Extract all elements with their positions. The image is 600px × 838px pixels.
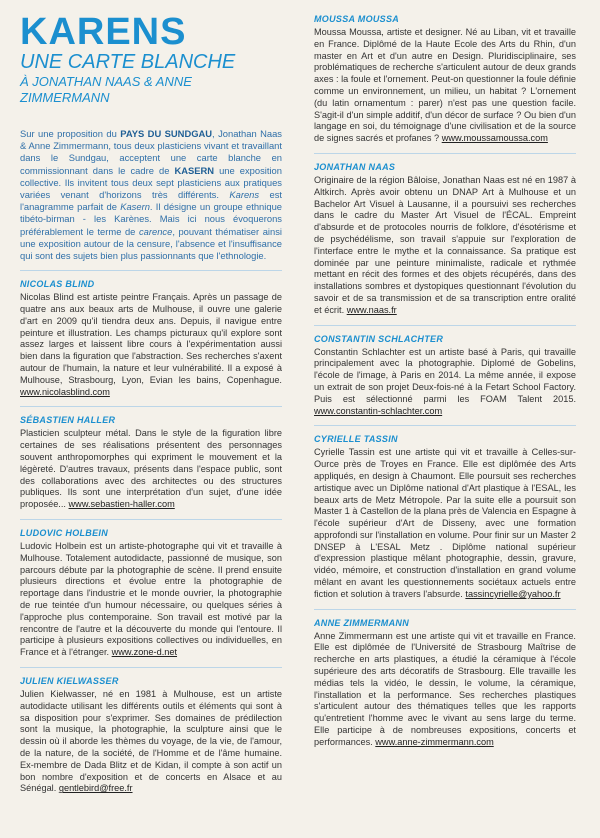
artist-bio: Cyrielle Tassin est une artiste qui vit et travaille à Celles-sur-Ource près de Troyes en France. Elle est diplômée des Arts appliqués, en design à Chaumont. Elle poursuit ses recherches artistique avec un Diplôme national d'Art plastique à l'ESAL, les beaux arts de Metz Métropole. Par la suite elle a poursuit son Master 1 à Castellon de la plana près de Valencia en Espagne à l'école supérieur d'Art de Disseny, avec une formation approfondi sur l'installation en volume. Pour finir sur un Master 2 DNSEP à L'ESAL Metz . Diplôme national supérieur d'expression plastique mêlant photographie, dessin, gravure, vidéo, mémoire, et construction d'installation en grand volume mêlant en avant les questionnements sociétaux actuels entre fiction et solution à travers l'absurde. tassincyrielle@yahoo.fr xyxy=(314,447,576,599)
artist-link[interactable]: tassincyrielle@yahoo.fr xyxy=(465,588,561,599)
artist-bio: Anne Zimmermann est une artiste qui vit et travaille en France. Elle est diplômée de l'Université de Strasbourg Maîtrise de recherche en arts plastiques, a étudié la céramique à l'école supérieure des arts décoratifs de Strasbourg. Elle travaille les médias tels la vidéo, le dessin, le volume, la céramique, l'installation et la performance. Ses recherches plastiques s'articulent autour des thématiques telles que les rapports qu'entretient l'homme avec le vivant au sens large du terme. Elle participe à de nombreuses expositions, concerts et performances. www.anne-zimmermann.com xyxy=(314,630,576,747)
artist-link[interactable]: gentlebird@free.fr xyxy=(58,783,133,794)
artist-link[interactable]: www.zone-d.net xyxy=(111,647,178,658)
artist-name: CONSTANTIN SCHLACHTER xyxy=(314,325,576,344)
artist-link[interactable]: www.moussamoussa.com xyxy=(441,133,548,144)
artist-name: MOUSSA MOUSSA xyxy=(314,14,400,24)
artist-link[interactable]: www.sebastien-haller.com xyxy=(68,499,175,510)
artist-link[interactable]: www.naas.fr xyxy=(346,304,397,315)
artist-entry-julien-kielwasser xyxy=(20,667,282,795)
page-subtitle: UNE CARTE BLANCHE xyxy=(20,51,236,73)
artist-entry-constantin-schlachter xyxy=(314,325,576,418)
page-title: KARENS xyxy=(20,11,187,53)
artist-bio: Constantin Schlachter est un artiste basé à Paris, qui travaille principalement avec la photographie. Diplomé de Gobelins, l'école de l'image, à Paris en 2014. La même année, il expose un extrait de son projet Deux-fois-né à la Fetart School Factory. Puis est sélectionné parmi les FOAM Talent 2015. www.constantin-schlachter.com xyxy=(314,346,576,416)
artist-name: LUDOVIC HOLBEIN xyxy=(20,519,282,538)
artist-entry-sebastien-haller xyxy=(20,406,282,511)
artist-bio: Originaire de la région Bâloise, Jonathan Naas est né en 1987 à Altkirch. Après avoir obtenu un DNAP Art à Mulhouse et un Bachelor Art Visuel à Lausanne, il a poursuivi ses recherches dans le cadre du Master Art Visuel de l'ÉCAL. Empreint d'absurde et de protocoles nourris de folklore, d'ésotérisme et de psychédélisme, son travail s'appuie sur l'exploration de l'interface entre le mythe et la connaissance. Sa pratique est dominée par une peinture minimaliste, radicale et rythmée mettant en récit des formes et des objets récupérés, dans des installations sombres et dystopiques questionnant l'évolution du savoir et de sa transmission et de sa transcription entre oralité et écrit. www.naas.fr xyxy=(314,174,576,315)
left-column xyxy=(20,0,282,795)
artist-name: JULIEN KIELWASSER xyxy=(20,667,282,686)
right-column xyxy=(314,0,576,749)
artist-bio: Moussa Moussa, artiste et designer. Né au Liban, vit et travaille en France. Diplômé de la Haute Ecole des Arts du Rhin, d'un master en Art et d'un autre en Design. Pluridisciplinaire, ses problématiques de recherche s'articulent autour de deux grands axes : la foule et l'ornement. Peut-on questionner la foule définie comme un environnement, un milieu, un habitat ? L'ornement (du latin ornamentum : parer) n'est pas une question facile. S'agit-il d'un simple additif, d'un décor de surface ? Ou bien d'un langage en soi, du témoignage d'une civilisation et de la source de signes sacrés et profanes ? www.moussamoussa.com xyxy=(314,27,576,144)
artist-bio: Nicolas Blind est artiste peintre Français. Après un passage de quatre ans aux beaux arts de Mulhouse, il ouvre une galerie d'art en 2009 qu'il tiendra deux ans. Depuis, il navigue entre peinture et illustration. Les champs picturaux qu'il explore sont assez larges et laissent libre cours à l'expérimentation aussi bien dans la figuration que l'abstraction. Ses recherches s'axent autour de l'humain, la nature et leur vulnérabilité. Il a exposé à Mulhouse, Strasbourg, Lyon, Evian les bains, Copenhague. www.nicolasblind.com xyxy=(20,292,282,397)
artist-entry-cyrielle-tassin xyxy=(314,425,576,600)
artist-name: ANNE ZIMMERMANN xyxy=(314,609,576,628)
artist-entry-moussa-moussa xyxy=(314,10,576,145)
artist-bio: Plasticien sculpteur métal. Dans le style de la figuration libre certaines de ses réalisations présentent des personnages souvent anthropomorphes qui expriment le mouvement et la légèreté. D'autres travaux, présents dans l'espace public, sont des collaborations avec des architectes ou des structures publiques. Ils sont une interprétation d'un sujet, d'une idée proposée... www.sebastien-haller.com xyxy=(20,428,282,510)
intro-paragraph: Sur une proposition du PAYS DU SUNDGAU, Jonathan Naas & Anne Zimmermann, tous deux plasticiens vivant et travaillant dans le Sundgau, acceptent une carte blanche en commissionnant dans le cadre de KASERN une exposition collective. Ils invitent tous deux sept plasticiens aux pratiques variées venant d'horizons très différents. Karens est l'anagramme parfait de Kasern. Il désigne un groupe ethnique tibéto-birman - les Karènes. Mais ici nous évoquerons préférablement le terme de carence, pouvant thématiser ainsi une exposition autour de la censure, l'absence et l'insuffisance qui sont des sujets bien plus passionnants que l'ethnologie. xyxy=(20,128,282,262)
artist-entry-anne-zimmermann xyxy=(314,609,576,749)
artist-link[interactable]: www.nicolasblind.com xyxy=(20,386,110,397)
artist-name: SÉBASTIEN HALLER xyxy=(20,406,282,425)
artist-name: CYRIELLE TASSIN xyxy=(314,425,576,444)
artist-link[interactable]: www.anne-zimmermann.com xyxy=(375,736,494,747)
artist-name: NICOLAS BLIND xyxy=(20,270,282,289)
artist-name: JONATHAN NAAS xyxy=(314,153,576,172)
artist-entry-ludovic-holbein xyxy=(20,519,282,659)
artist-link[interactable]: www.constantin-schlachter.com xyxy=(314,405,443,416)
page-authors: À JONATHAN NAAS & ANNE ZIMMERMANN xyxy=(20,74,192,105)
artist-bio: Ludovic Holbein est un artiste-photographe qui vit et travaille à Mulhouse. Totalement autodidacte, passionné de musique, son parcours débute par la photographie de scène. Il prend ensuite plusieurs directions et évolue entre la photographie de reportage dans l'industrie et le monde ouvrier, la photographie de rue teintée d'un humour nécessaire, ou quelques séries à l'approche plus contemporaine. Son travail est motivé par la rencontre de l'autre et la découverte du monde qui l'entoure. Il participe à plusieurs expositions collectives ou individuelles, en France et à l'étranger. www.zone-d.net xyxy=(20,540,282,658)
artist-bio: Julien Kielwasser, né en 1981 à Mulhouse, est un artiste autodidacte utilisant les différents outils et éléments qui sont à sa disposition pour s'exprimer. Ses domaines de prédilection sont la musique, la photographie, la sculpture ainsi que le dessin où il aborde les thèmes du voyage, de la vie, de l'amour, de la nature, de la société, de l'Homme et de l'âme humaine. Ex-membre de Dada Blitz et de Kidan, il compte à son actif un bon nombre d'exposition et de concerts en Alsace et au Sénégal. gentlebird@free.fr xyxy=(20,688,282,794)
artist-entry-nicolas-blind xyxy=(20,270,282,398)
artist-entry-jonathan-naas xyxy=(314,153,576,317)
